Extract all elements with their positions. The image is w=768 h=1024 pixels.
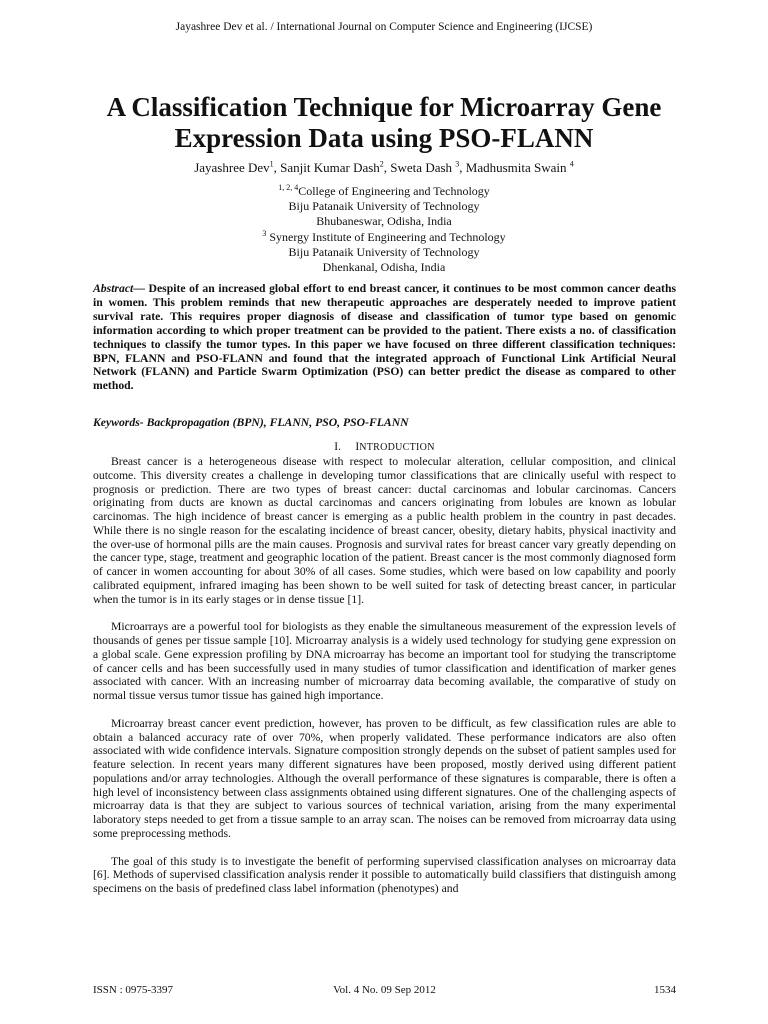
running-header: Jayashree Dev et al. / International Journal on Computer Science and Engineering (IJCSE) [175, 21, 593, 33]
affiliation-line: Biju Patanaik University of Technology [288, 199, 480, 213]
footer-issn: ISSN : 0975-3397 [93, 984, 174, 996]
author-name: Jayashree Dev [194, 160, 270, 175]
affiliation-block [90, 184, 678, 229]
affiliation-line [90, 184, 678, 199]
affiliation-line: Dhenkanal, Odisha, India [322, 260, 446, 274]
abstract-dash: — [133, 282, 149, 295]
section-title-rest: NTRODUCTION [359, 442, 435, 453]
affiliation-block [90, 230, 678, 275]
author-name: Sweta Dash [390, 160, 456, 175]
author-name: Sanjit Kumar Dash [280, 160, 380, 175]
abstract [93, 282, 676, 393]
paper-title: A Classification Technique for Microarray Gene Expression Data using PSO-FLANN [106, 92, 662, 153]
author-sup: 1 [269, 159, 274, 169]
affiliation-line: Biju Patanaik University of Technology [288, 245, 480, 259]
footer-volume: Vol. 4 No. 09 Sep 2012 [333, 984, 436, 996]
keywords: Keywords- Backpropagation (BPN), FLANN, PSO, PSO-FLANN [93, 416, 409, 429]
footer-page-number: 1534 [654, 984, 676, 996]
paragraph: The goal of this study is to investigate the benefit of performing supervised classification analyses on microarray data [6]. Methods of supervised classification analysis render it possible to automatically build classifiers that distinguish among specimens on the basis of predefined class label information (phenotypes) and [93, 854, 676, 895]
author-sup: 2 [379, 159, 384, 169]
author-sep: , [273, 160, 281, 175]
affiliation-line: Bhubaneswar, Odisha, India [316, 214, 452, 228]
author-list [90, 160, 678, 176]
section-number: I. [334, 441, 341, 453]
affiliation-line [90, 230, 678, 245]
author-name: Madhusmita Swain [465, 160, 570, 175]
body-text [93, 455, 676, 910]
abstract-label: Abstract [93, 282, 134, 295]
author-sep: , [459, 160, 466, 175]
author-sup: 3 [455, 159, 460, 169]
affiliation-sup: 1, 2, 4 [278, 183, 299, 192]
abstract-text: Despite of an increased global effort to end breast cancer, it continues to be most common cancer deaths in women. This problem reminds that new therapeutic approaches are desperately needed to improve patient survival rate. This requires proper diagnosis of disease and classification of tumor type based on genomic information according to which proper treatment can be provided to the patient. There exists a no. of classification techniques to classify the tumor types. In this paper we have focused on three different classification techniques: BPN, FLANN and PSO-FLANN and found that the integrated approach of Functional Link Artificial Neural Network (FLANN) and Particle Swarm Optimization (PSO) can better predict the disease as compared to other method. [93, 282, 676, 393]
paragraph: Microarray breast cancer event prediction, however, has proven to be difficult, as few classification rules are able to obtain a balanced accuracy rate of over 70%, when properly validated. These performance indicators are also often associated with wide confidence intervals. Signature composition strongly depends on the subset of patient samples used for feature selection. In recent years many different signatures have been proposed, mostly derived using different patient populations and/or array technologies. Although the overall performance of these signatures is comparable, there is often a high level of inconsistency between class assignments obtained using different signatures. One of the challenging aspects of microarray data is that they are subject to various sources of technical variation, arising from the many experimental laboratory steps needed to get from a tissue sample to an array scan. The noises can be removed from microarray data using some preprocessing methods. [93, 716, 676, 840]
affiliation-text: College of Engineering and Technology [298, 184, 490, 198]
section-heading [93, 441, 676, 453]
paragraph: Microarrays are a powerful tool for biologists as they enable the simultaneous measurement of the expression levels of thousands of genes per tissue sample [10]. Microarray analysis is a widely used technology for studying gene expression on a global scale. Gene expression profiling by DNA microarray has become an important tool for studying the transcriptome of cancer cells and has been successfully used in many studies of tumor classification and identification of marker genes associated with cancer. With an increasing number of microarray data becoming available, the comparative of study on normal tissue versus tumor tissue has gained high importance. [93, 620, 676, 702]
author-sup: 4 [569, 159, 574, 169]
affiliation-sup: 3 [262, 229, 267, 238]
author-sep: , [383, 160, 391, 175]
section-title-initial: I [355, 441, 360, 453]
affiliation-text: Synergy Institute of Engineering and Technology [266, 230, 506, 244]
paragraph: Breast cancer is a heterogeneous disease with respect to molecular alteration, cellular composition, and clinical outcome. This diversity creates a challenge in developing tumor classifications that are clinically useful with respect to prognosis or prediction. There are two types of breast cancer: ductal carcinomas and lobular carcinomas. Cancers originating from ducts are known as ductal carcinomas and cancers originating from lobules are known as lobular carcinomas. The high incidence of breast cancer is emerging as a public health problem in the country in past decades. While there is no single reason for the escalating incidence of breast cancer, obesity, dietary habits, physical inactivity and the over-use of hormonal pills are the main causes. Prognosis and survival rates for breast cancer vary greatly depending on the cancer type, stage, treatment and geographic location of the patient. Breast cancer is the most commonly diagnosed form of cancer in women accounting for about 30% of all cases. Some studies, which were based on low capability and poorly calibrated equipment, infrared imaging has been shown to be well suited for task of detecting breast cancer, in particular when the tumor is in its early stages or in dense tissue [1]. [93, 455, 676, 606]
